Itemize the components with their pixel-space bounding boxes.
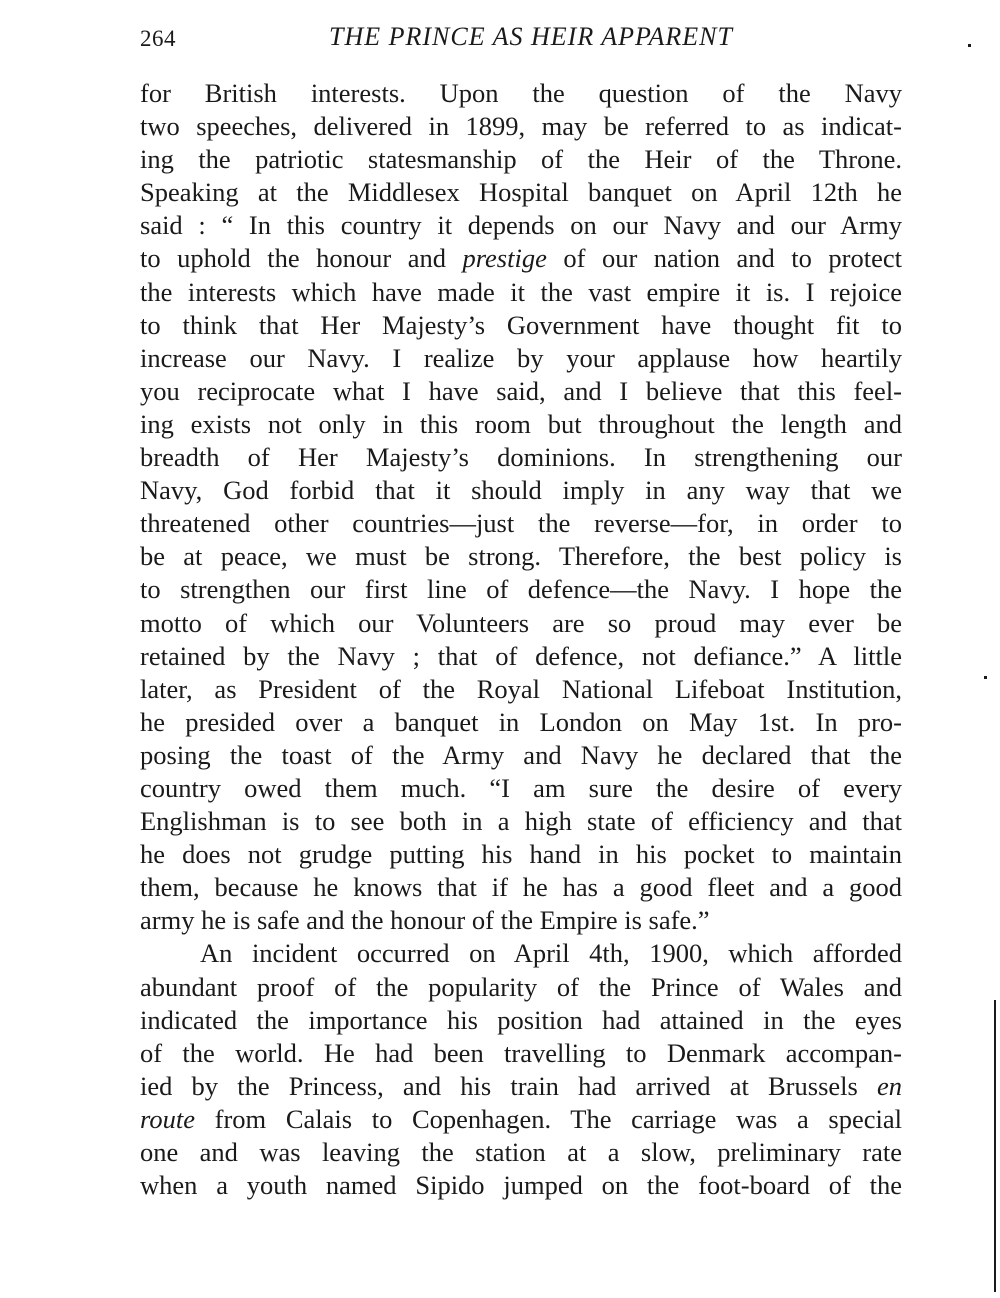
body-text [140,77,902,1202]
text-line [140,838,902,871]
text-line [140,871,902,904]
text-segment: you reciprocate what I have said, and I believe that this feel- [140,375,902,406]
text-segment: army he is safe and the honour of the Empire is safe.” [140,905,710,936]
text-segment: posing the toast of the Army and Navy he declared that the [140,739,902,770]
page-header [140,20,902,60]
text-line [140,573,902,606]
text-line [140,77,902,110]
text-segment: Speaking at the Middlesex Hospital banquet on April 12th he [140,177,902,208]
text-segment: when a youth named Sipido jumped on the foot-board of the [140,1170,902,1201]
text-line [140,342,902,375]
text-segment: ied by the Princess, and his train had arrived at Brussels [140,1070,877,1101]
text-line [140,805,902,838]
text-segment: retained by the Navy ; that of defence, not defiance.” A little [140,640,902,671]
text-line [140,640,902,673]
text-line [140,209,902,242]
text-line [140,937,902,970]
text-line [140,1136,902,1169]
text-segment: the interests which have made it the vast empire it is. I rejoice [140,276,902,307]
text-line [140,143,902,176]
text-segment: be at peace, we must be strong. Therefore, the best policy is [140,541,902,572]
text-line [140,706,902,739]
text-segment: from Calais to Copenhagen. The carriage was a special [194,1103,902,1134]
text-line [140,1037,902,1070]
italic-text: route [140,1103,195,1134]
text-segment: motto of which our Volunteers are so proud may ever be [140,607,902,638]
text-line [140,540,902,573]
text-segment: Navy, God forbid that it should imply in any way that we [140,475,902,506]
text-segment: ing the patriotic statesmanship of the Heir of the Throne. [140,144,902,175]
text-segment: for British interests. Upon the question of the Navy [140,78,902,108]
text-line [140,507,902,540]
text-line [140,276,902,309]
text-line [140,474,902,507]
text-line [140,309,902,342]
text-line [140,1103,902,1136]
text-segment: he presided over a banquet in London on May 1st. In pro- [140,706,902,737]
text-segment: abundant proof of the popularity of the Prince of Wales and [140,971,902,1002]
text-line [140,176,902,209]
text-segment: he does not grudge putting his hand in his pocket to maintain [140,839,902,870]
text-segment: increase our Navy. I realize by your applause how heartily [140,342,902,373]
text-segment: later, as President of the Royal National Lifeboat Institution, [140,673,902,704]
text-segment: to strengthen our first line of defence—the Navy. I hope the [140,574,902,605]
text-line [140,673,902,706]
text-segment: of our nation and to protect [546,243,902,274]
scan-speck [984,676,987,679]
scan-speck [968,44,971,47]
text-segment: threatened other countries—just the reverse—for, in order to [140,508,902,539]
page-number: 264 [140,26,176,51]
italic-text: prestige [462,243,547,274]
text-line [140,375,902,408]
text-line [140,971,902,1004]
text-segment: to uphold the honour and [140,243,463,274]
text-line [140,408,902,441]
running-title: THE PRINCE AS HEIR APPARENT [329,22,733,51]
text-line [140,110,902,143]
text-line [140,772,902,805]
text-line [140,1004,902,1037]
text-line [140,739,902,772]
text-segment: ing exists not only in this room but throughout the length and [140,408,902,439]
text-segment: breadth of Her Majesty’s dominions. In strengthening our [140,442,902,473]
text-segment: them, because he knows that if he has a good fleet and a good [140,872,902,903]
text-segment: said : “ In this country it depends on our Navy and our Army [140,210,902,241]
text-segment: one and was leaving the station at a slow, preliminary rate [140,1137,902,1167]
text-line [140,607,902,640]
text-line [140,904,902,937]
text-line [140,1070,902,1103]
text-line [140,441,902,474]
text-segment: two speeches, delivered in 1899, may be referred to as indicat- [140,111,902,142]
text-segment: Englishman is to see both in a high state of efficiency and that [140,806,902,837]
text-segment: to think that Her Majesty’s Government have thought fit to [140,309,902,340]
text-segment: indicated the importance his position had attained in the eyes [140,1004,902,1035]
text-segment: country owed them much. “I am sure the desire of every [140,772,902,803]
scan-edge-mark [994,1000,996,1292]
text-line [140,1169,902,1202]
italic-text: en [876,1070,902,1101]
text-segment: An incident occurred on April 4th, 1900, which afforded [200,938,902,969]
text-line [140,242,902,275]
text-segment: of the world. He had been travelling to Denmark accompan- [140,1037,902,1068]
